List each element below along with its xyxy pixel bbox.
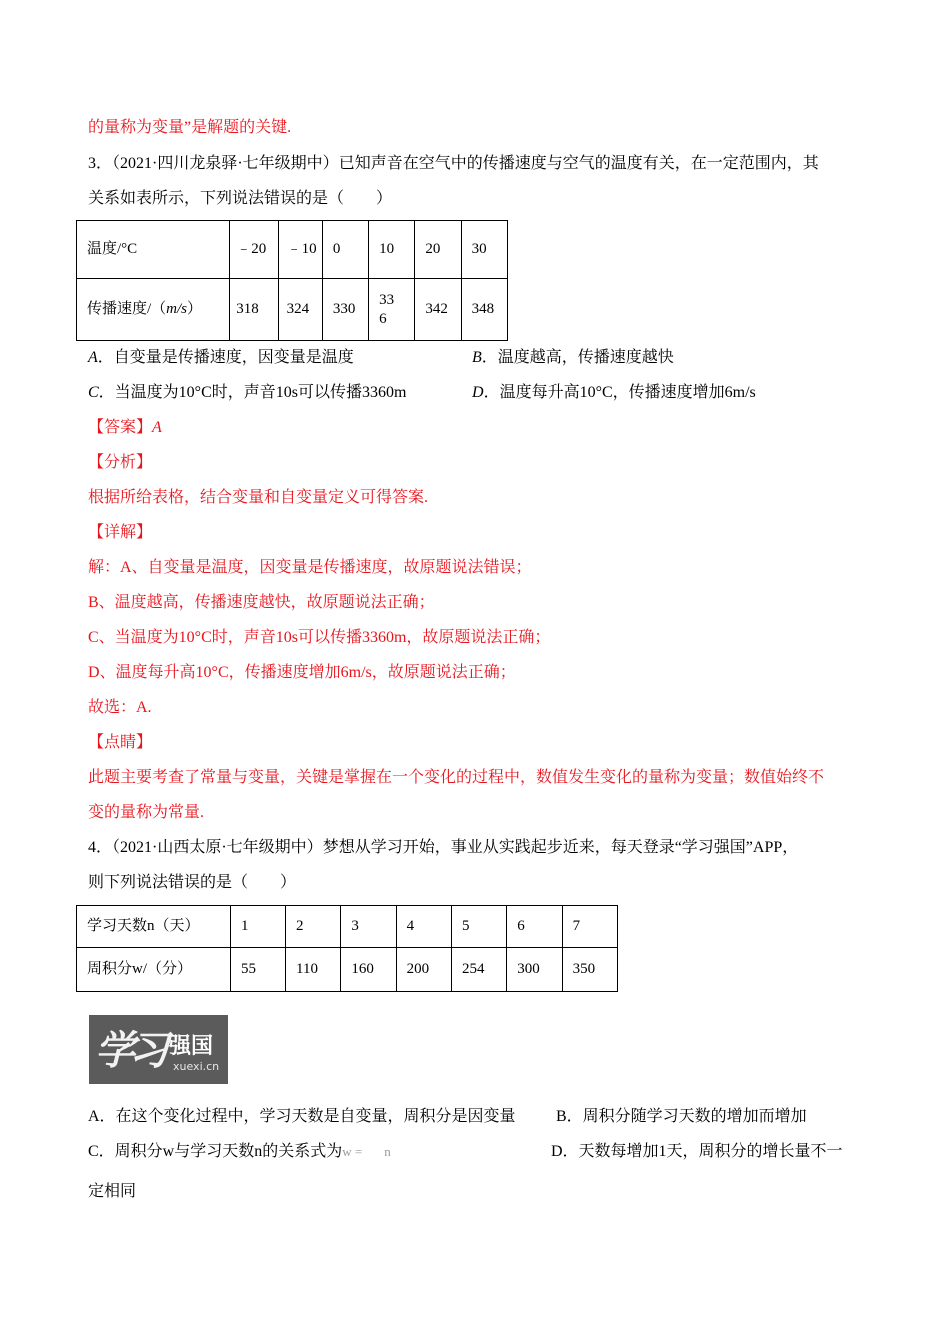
q3-source: （2021·四川龙泉驿·七年级期中） — [112, 155, 339, 172]
q4-option-c-formula-left: w = — [342, 1144, 363, 1159]
q3-analysis-label: 【分析】 — [88, 454, 153, 471]
q3-stem-line-1 — [88, 154, 819, 174]
q4-source: （2021·山西太原·七年级期中） — [112, 839, 323, 856]
q3-table-cell: 348 — [461, 279, 507, 341]
q4-table-header-days: 学习天数n（天） — [77, 906, 231, 948]
q3-table-cell: 0 — [322, 221, 368, 279]
q3-number: 3． — [88, 155, 113, 172]
q3-analysis-text: 根据所给表格，结合变量和自变量定义可得答案. — [88, 489, 429, 506]
q3-table-cell: ﹣10 — [278, 221, 322, 279]
q4-table-cell: 350 — [562, 948, 617, 992]
q3-stem-1: 已知声音在空气中的传播速度与空气的温度有关，在一定范围内，其 — [338, 155, 819, 172]
q3-table-header-temperature: 温度/°C — [77, 221, 230, 279]
q4-option-a: A．在这个变化过程中，学习天数是自变量，周积分是因变量 — [88, 1108, 516, 1125]
q4-table-cell: 160 — [341, 948, 396, 992]
q3-comment-line-1: 此题主要考查了常量与变量，关键是掌握在一个变化的过程中，数值发生变化的量称为变量；数值始终不 — [88, 769, 825, 786]
q3-table-cell: 10 — [369, 221, 415, 279]
q3-option-d: D．温度每升高10°C，传播速度增加6m/s — [472, 384, 756, 401]
q3-option-b: B．温度越高，传播速度越快 — [472, 349, 674, 366]
q4-table-cell: 55 — [230, 948, 285, 992]
q3-comment-label: 【点睛】 — [88, 734, 153, 751]
q4-table-row-score — [77, 948, 618, 992]
q3-detail-label: 【详解】 — [88, 524, 153, 541]
q3-table — [76, 220, 508, 341]
answer-value: A — [152, 419, 162, 436]
q4-table-cell: 254 — [451, 948, 506, 992]
q3-table-cell: 330 — [322, 279, 368, 341]
q4-table-cell: 300 — [507, 948, 562, 992]
q4-stem-2: 则下列说法错误的是（ ） — [88, 874, 297, 891]
q4-table — [76, 905, 618, 992]
q4-table-cell: 7 — [562, 906, 617, 948]
q3-option-a: A．自变量是传播速度，因变量是温度 — [88, 349, 354, 366]
q4-table-cell: 4 — [396, 906, 451, 948]
q3-comment-line-2: 变的量称为常量. — [88, 804, 205, 821]
q3-table-cell: 336 — [369, 279, 415, 341]
q3-table-cell: 30 — [461, 221, 507, 279]
intro-line: 的量称为变量”是解题的关键. — [88, 119, 292, 136]
q4-table-cell: 3 — [341, 906, 396, 948]
q4-table-cell: 2 — [286, 906, 341, 948]
q3-choose-line: 故选：A. — [88, 699, 152, 716]
q3-table-header-speed: 传播速度/（m/s） — [77, 279, 230, 341]
q4-option-b: B．周积分随学习天数的增加而增加 — [556, 1108, 807, 1125]
answer-label: 【答案】 — [88, 419, 153, 436]
q3-table-cell: 318 — [230, 279, 278, 341]
q4-option-d-line-1: D．天数每增加1天，周积分的增长量不一 — [551, 1143, 843, 1160]
q4-stem-line-1 — [88, 838, 798, 858]
q4-option-c-formula-right: n — [384, 1144, 391, 1159]
q3-table-row-speed — [77, 279, 508, 341]
logo-name: 强国 — [169, 1034, 214, 1059]
q4-table-cell: 5 — [451, 906, 506, 948]
q3-answer — [88, 418, 162, 438]
q4-table-cell: 200 — [396, 948, 451, 992]
xuexi-qiangguo-logo — [89, 1015, 228, 1084]
q4-table-header-score: 周积分w/（分） — [77, 948, 231, 992]
q4-table-cell: 110 — [286, 948, 341, 992]
q4-table-cell: 6 — [507, 906, 562, 948]
q4-option-c: C．周积分w与学习天数n的关系式为w = n — [88, 1143, 391, 1160]
q3-detail-line: B、温度越高，传播速度越快，故原题说法正确； — [88, 594, 435, 611]
q3-table-row-temperature — [77, 221, 508, 279]
q3-detail-line: D、温度每升高10°C，传播速度增加6m/s，故原题说法正确； — [88, 664, 516, 681]
q3-table-cell: 20 — [415, 221, 461, 279]
q3-table-cell: ﹣20 — [230, 221, 278, 279]
q3-stem-2: 关系如表所示，下列说法错误的是（ ） — [88, 190, 393, 207]
q3-detail-line: C、当温度为10°C时，声音10s可以传播3360m，故原题说法正确； — [88, 629, 551, 646]
q4-table-cell: 1 — [230, 906, 285, 948]
q3-table-cell: 342 — [415, 279, 461, 341]
q4-stem-1: 梦想从学习开始，事业从实践起步近来，每天登录“学习强国”APP， — [322, 839, 799, 856]
q4-table-row-days — [77, 906, 618, 948]
q3-detail-line: 解：A、自变量是温度，因变量是传播速度，故原题说法错误； — [88, 559, 532, 576]
q3-table-cell: 324 — [278, 279, 322, 341]
logo-script: 学习 — [95, 1027, 163, 1074]
logo-url: xuexi.cn — [173, 1060, 220, 1073]
q3-option-c: C．当温度为10°C时，声音10s可以传播3360m — [88, 384, 407, 401]
q4-number: 4． — [88, 839, 113, 856]
q4-option-d-line-2: 定相同 — [88, 1183, 137, 1200]
